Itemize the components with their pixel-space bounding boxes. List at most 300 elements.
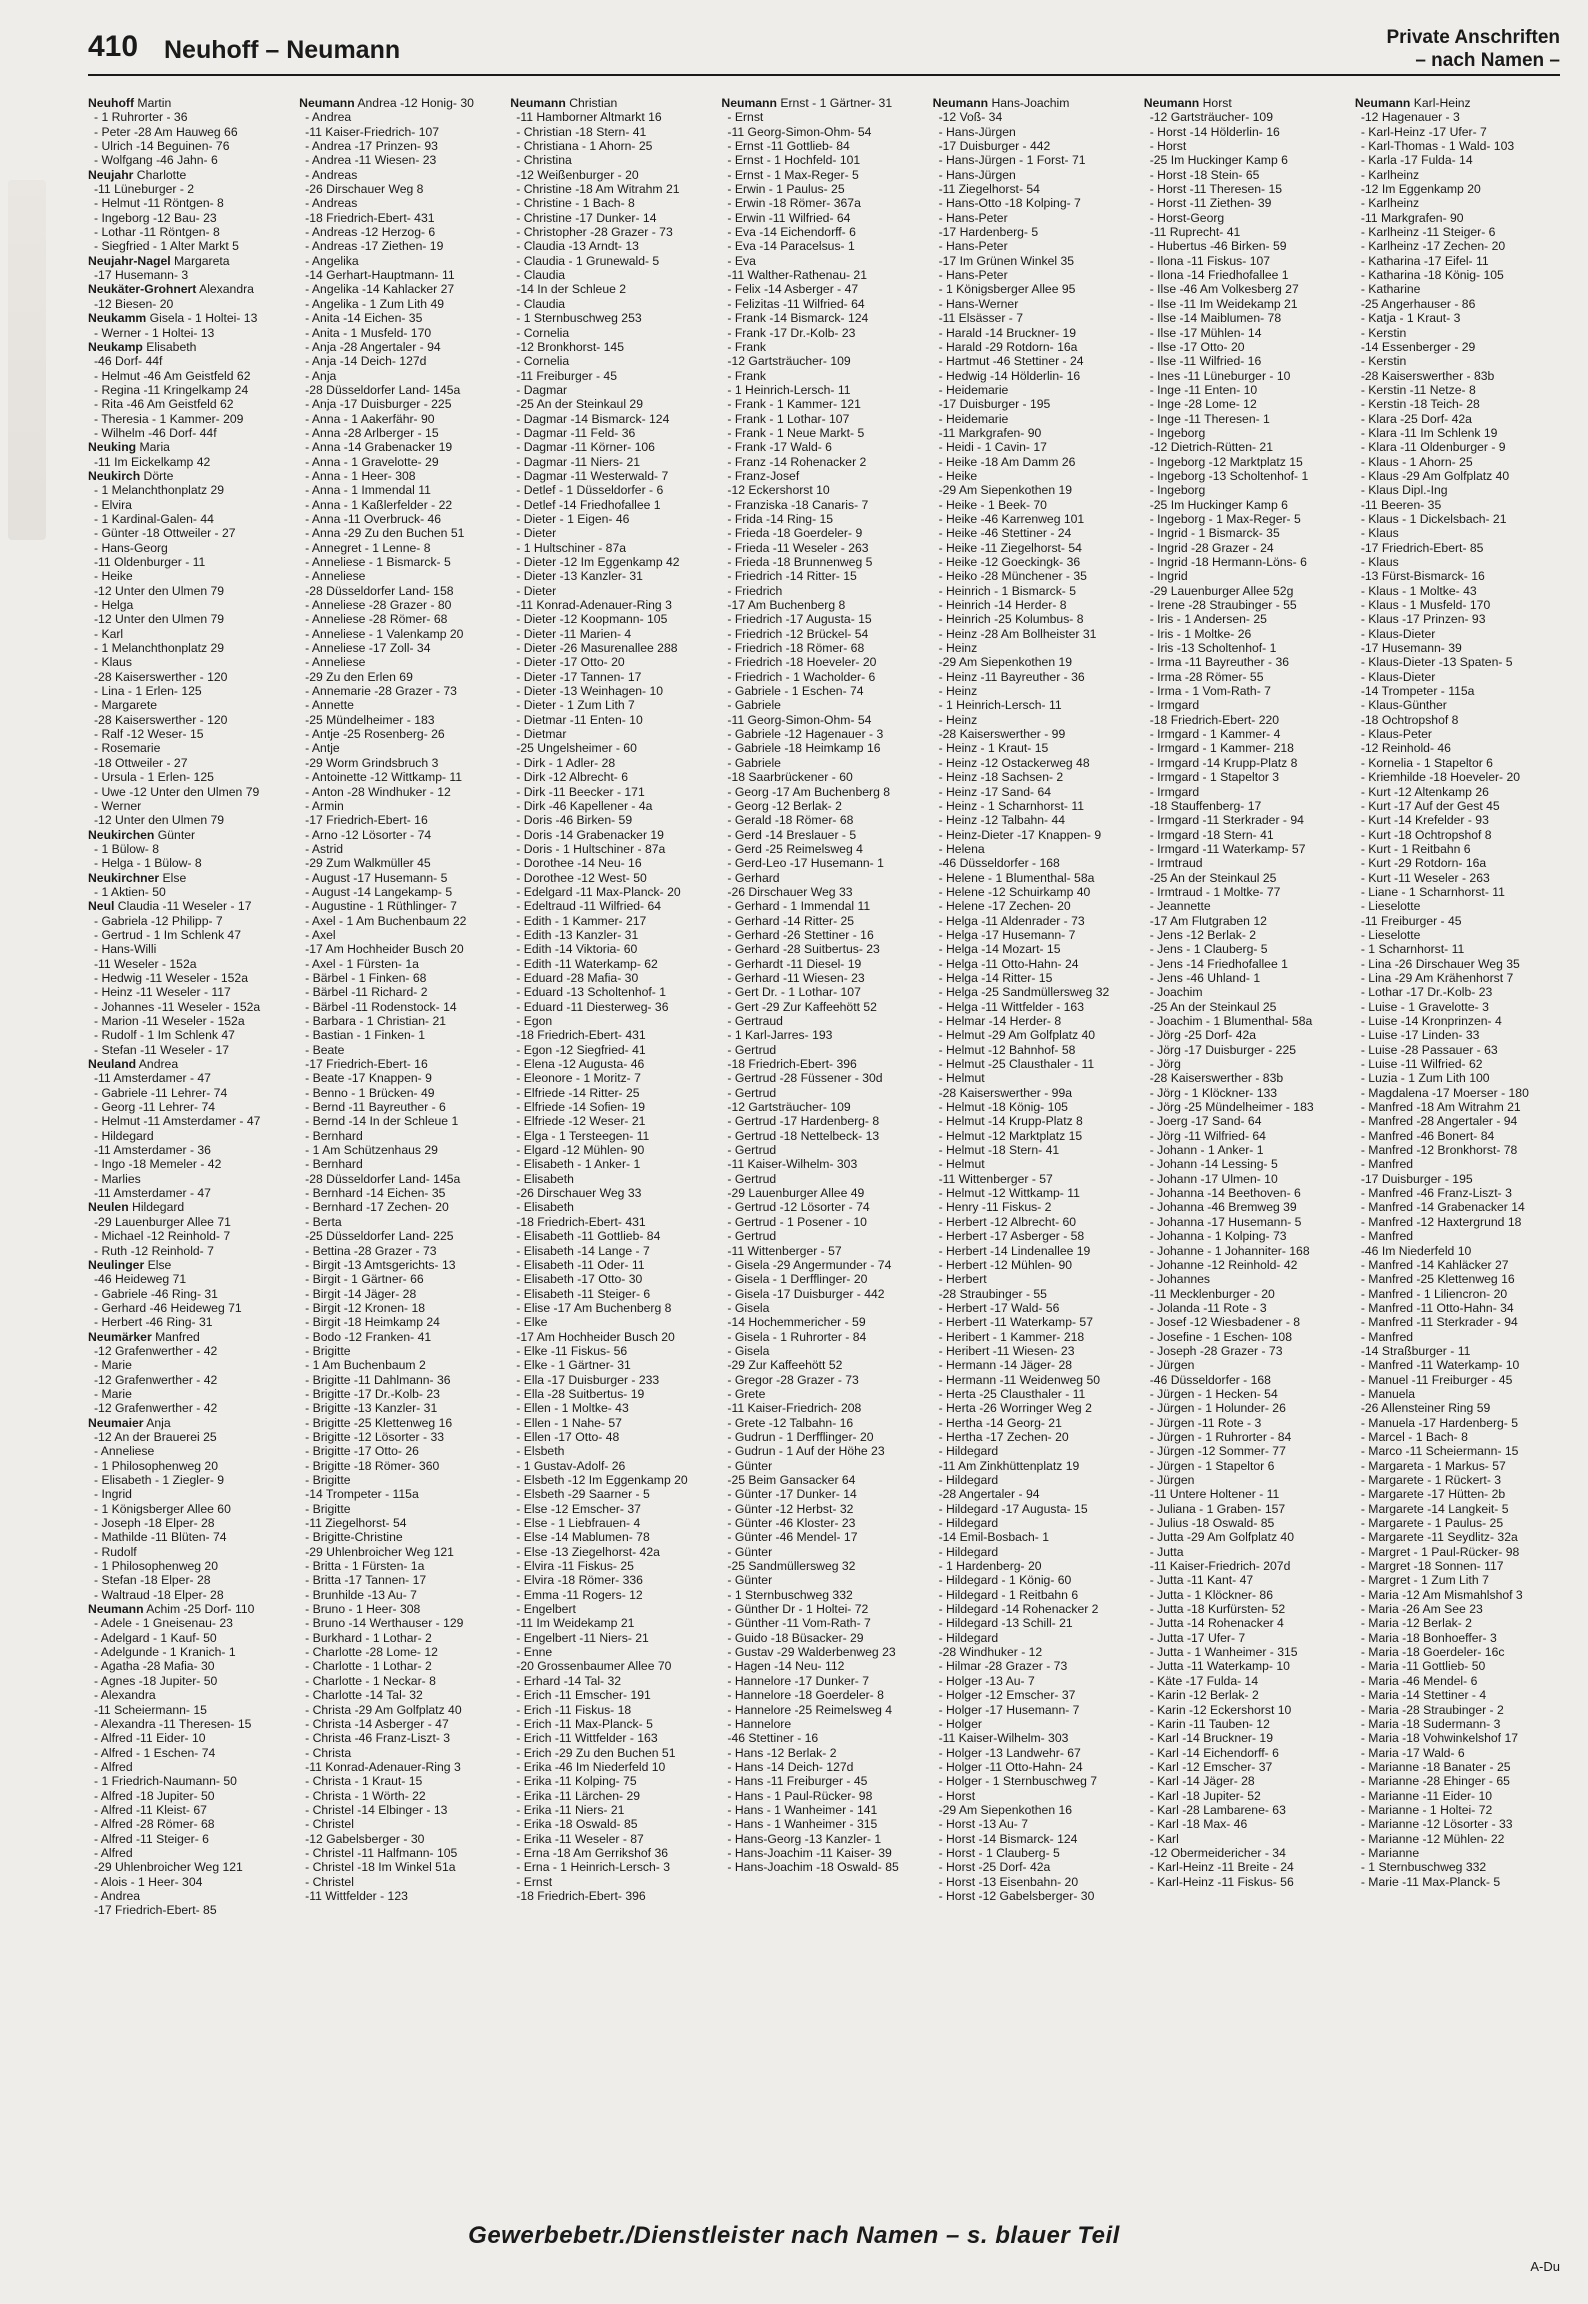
directory-entry: - Ingeborg <box>1149 425 1206 440</box>
directory-entry: - August -14 Langekamp- 5 <box>305 884 453 899</box>
directory-entry: -11 Amsterdamer - 36 <box>94 1143 211 1158</box>
directory-entry: - Maria -28 Straubinger - 2 <box>1360 1702 1504 1717</box>
directory-entry: - Kurt - 1 Reitbahn 6 <box>1360 841 1471 856</box>
directory-entry: - Karl -14 Eichendorff- 6 <box>1149 1745 1279 1760</box>
directory-entry: - Margarete - 1 Paulus- 25 <box>1360 1516 1504 1531</box>
directory-entry: -29 Lauenburger Allee 52g <box>1149 583 1294 598</box>
directory-entry: - Eleonore - 1 Moritz- 7 <box>516 1071 641 1086</box>
directory-entry: - Birgit -12 Kronen- 18 <box>305 1300 426 1315</box>
directory-entry: - Ingrid <box>94 1487 132 1502</box>
directory-entry: - Horst -12 Gabelsberger- 30 <box>938 1888 1095 1903</box>
directory-entry: - Frida -14 Ring- 15 <box>727 511 834 526</box>
directory-entry: - Gabriela -12 Philipp- 7 <box>94 913 223 928</box>
directory-entry: - Anton -28 Windhuker - 12 <box>305 784 451 799</box>
directory-entry: - Ellen - 1 Moltke- 43 <box>516 1401 629 1416</box>
directory-entry: -29 Uhlenbroicher Weg 121 <box>305 1544 454 1559</box>
directory-entry: - Maria -14 Stettiner - 4 <box>1360 1688 1487 1703</box>
directory-entry: - Klaus-Günther <box>1360 698 1447 713</box>
directory-entry: - Berta <box>305 1214 342 1229</box>
directory-entry: - Christa - 1 Kraut- 15 <box>305 1774 423 1789</box>
directory-entry: -26 Dirschauer Weg 33 <box>727 884 853 899</box>
directory-entry: - Lieselotte <box>1360 927 1421 942</box>
directory-entry: - Josefine - 1 Eschen- 108 <box>1149 1329 1292 1344</box>
directory-entry: - Luise -14 Kronprinzen- 4 <box>1360 1014 1502 1028</box>
directory-entry: -28 Kaiserswerther - 120 <box>94 669 228 684</box>
directory-entry: - Manfred -46 Bonert- 84 <box>1360 1128 1495 1143</box>
directory-entry: - Karlheinz -11 Steiger- 6 <box>1360 225 1496 240</box>
directory-entry: -12 Voß- 34 <box>938 110 1003 125</box>
directory-entry: - Ellen -17 Otto- 48 <box>516 1429 620 1444</box>
directory-entry: - Herta -25 Clausthaler - 11 <box>938 1386 1086 1401</box>
directory-entry: -28 Windhuker - 12 <box>938 1645 1043 1660</box>
directory-entry: - Gisela <box>727 1343 770 1358</box>
directory-entry: - Heinz -17 Sand- 64 <box>938 784 1052 799</box>
directory-column <box>88 96 293 2216</box>
directory-entry: - Dieter -11 Marien- 4 <box>516 626 632 641</box>
directory-entry: - Irene -28 Straubinger - 55 <box>1149 598 1297 613</box>
directory-entry: - Hildegard <box>938 1516 999 1531</box>
directory-entry: - Wolfgang -46 Jahn- 6 <box>94 153 218 168</box>
directory-entry: - Kurt -11 Weseler - 263 <box>1360 870 1490 885</box>
directory-entry: - Klaus - 1 Ahorn- 25 <box>1360 454 1473 469</box>
directory-entry: - Inge -11 Theresen- 1 <box>1149 411 1270 426</box>
directory-entry: - Frank - 1 Neue Markt- 5 <box>727 425 865 440</box>
directory-entry: - Ilse -14 Maiblumen- 78 <box>1149 311 1282 326</box>
directory-entry: - Helga - 1 Bülow- 8 <box>94 856 202 871</box>
directory-entry: - Dieter -13 Weinhagen- 10 <box>516 684 664 699</box>
directory-entry: - Karl -14 Bruckner- 19 <box>1149 1731 1273 1746</box>
directory-entry: - Jürgen <box>1149 1473 1195 1487</box>
directory-entry: - Cornelia <box>516 325 570 340</box>
directory-entry: - Ingo -18 Memeler - 42 <box>94 1157 222 1172</box>
directory-entry: - Marco -11 Scheiermann- 15 <box>1360 1444 1519 1459</box>
directory-entry: - 1 Gustav-Adolf- 26 <box>516 1458 626 1473</box>
directory-entry: - Johanne -12 Reinhold- 42 <box>1149 1257 1298 1272</box>
directory-entry: - Brigitte -25 Klettenweg 16 <box>305 1415 453 1430</box>
directory-entry: - Mathilde -11 Blüten- 74 <box>94 1530 227 1545</box>
directory-entry: - Anna -29 Zu den Buchen 51 <box>305 526 465 541</box>
directory-entry: - Ernst - 1 Max-Reger- 5 <box>727 167 859 182</box>
directory-entry: - Hans-Peter <box>938 268 1008 283</box>
directory-entry: - Gabriele -46 Ring- 31 <box>94 1286 218 1301</box>
directory-entry: - Iris -13 Scholtenhof- 1 <box>1149 641 1277 656</box>
directory-entry: - Heinz -18 Sachsen- 2 <box>938 770 1064 785</box>
directory-entry: - Gertrud <box>727 1085 777 1100</box>
directory-entry: - Erika -46 Im Niederfeld 10 <box>516 1759 666 1774</box>
footer-ref: A-Du <box>1530 2259 1560 2274</box>
directory-entry: - Henry -11 Fiskus- 2 <box>938 1200 1052 1215</box>
directory-entry: - Johanna -14 Beethoven- 6 <box>1149 1186 1301 1201</box>
directory-entry: - Margarete -14 Langkeit- 5 <box>1360 1501 1509 1516</box>
directory-entry: -28 Angertaler - 94 <box>938 1487 1040 1502</box>
directory-entry: - Elfriede -12 Weser- 21 <box>516 1114 646 1129</box>
directory-entry: - Burkhard - 1 Lothar- 2 <box>305 1630 432 1645</box>
directory-entry: - Augustine - 1 Rüthlinger- 7 <box>305 899 457 914</box>
directory-entry: -11 Georg-Simon-Ohm- 54 <box>727 124 872 139</box>
directory-entry: - Dieter -12 Im Eggenkamp 42 <box>516 555 680 569</box>
directory-entry: - Manuela -17 Hardenberg- 5 <box>1360 1415 1519 1430</box>
directory-entry: - Manfred <box>1360 1329 1413 1344</box>
directory-entry: - Heinz <box>938 712 978 727</box>
directory-entry: - Claudia <box>516 268 566 283</box>
directory-entry: - Heinz <box>938 641 978 656</box>
directory-entry: - Elsbeth -29 Saarner - 5 <box>516 1487 650 1502</box>
directory-entry: - Helmut -12 Marktplatz 15 <box>938 1128 1083 1143</box>
directory-entry: - Herbert -11 Waterkamp- 57 <box>938 1315 1093 1330</box>
directory-column <box>721 96 926 2216</box>
directory-entry: - Klara -25 Dorf- 42a <box>1360 411 1472 426</box>
directory-entry: - Charlotte - 1 Neckar- 8 <box>305 1673 436 1688</box>
directory-entry: - Elfriede -14 Ritter- 25 <box>516 1085 640 1100</box>
directory-entry: - Hans-Otto -18 Kolping- 7 <box>938 196 1081 211</box>
directory-entry: - Britta - 1 Fürsten- 1a <box>305 1559 425 1574</box>
directory-entry: - Gisela - 1 Ruhrorter - 84 <box>727 1329 867 1344</box>
directory-entry: - Johann -17 Ulmen- 10 <box>1149 1171 1278 1186</box>
directory-entry: - Horst -18 Stein- 65 <box>1149 167 1260 182</box>
directory-entry: - Margret - 1 Paul-Rücker- 98 <box>1360 1544 1520 1559</box>
directory-entry: - Käte -17 Fulda- 14 <box>1149 1673 1259 1688</box>
directory-entry: - Edith -14 Viktoria- 60 <box>516 942 638 957</box>
directory-entry: - Gerhard -26 Stettiner - 16 <box>727 927 874 942</box>
directory-entry: - Kerstin -18 Teich- 28 <box>1360 397 1480 412</box>
directory-entry: - Helga -11 Otto-Hahn- 24 <box>938 956 1079 971</box>
directory-entry: - Ernst <box>727 110 764 125</box>
directory-entry: -11 Mecklenburger - 20 <box>1149 1286 1275 1301</box>
directory-entry: - Elisabeth -11 Oder- 11 <box>516 1257 645 1272</box>
directory-entry: - Ellen - 1 Nahe- 57 <box>516 1415 622 1430</box>
directory-entry: - Andrea -11 Wiesen- 23 <box>305 153 437 168</box>
directory-entry: - Dagmar -11 Körner- 106 <box>516 440 655 455</box>
directory-entry: - Gerd -25 Reimelsweg 4 <box>727 841 863 856</box>
directory-entry: -17 Duisburger - 195 <box>938 397 1051 412</box>
directory-entry: - Herbert -17 Wald- 56 <box>938 1300 1060 1315</box>
directory-entry: - Hildegard -14 Rohenacker 2 <box>938 1602 1099 1617</box>
directory-entry: - Anneliese -17 Zoll- 34 <box>305 641 431 656</box>
directory-entry: - Regina -11 Kringelkamp 24 <box>94 382 249 397</box>
directory-entry: - Johanna -46 Bremweg 39 <box>1149 1200 1297 1215</box>
directory-entry: - Heinrich -25 Kolumbus- 8 <box>938 612 1084 627</box>
directory-entry: - Irma -11 Bayreuther - 36 <box>1149 655 1290 670</box>
directory-entry: -12 Biesen- 20 <box>94 296 174 311</box>
directory-entry: - 1 Hultschiner - 87a <box>516 540 627 555</box>
directory-entry: - Manfred -12 Bronkhorst- 78 <box>1360 1143 1518 1158</box>
directory-entry: -28 Kaiserswerther - 83b <box>1360 368 1495 383</box>
directory-entry: - Benno - 1 Brücken- 49 <box>305 1085 435 1100</box>
directory-entry: - Herbert -17 Asberger - 58 <box>938 1229 1085 1244</box>
directory-entry: - Maria -18 Goerdeler- 16c <box>1360 1645 1505 1660</box>
directory-entry: - Luise -17 Linden- 33 <box>1360 1028 1480 1043</box>
directory-entry: - Manfred -25 Klettenweg 16 <box>1360 1272 1515 1287</box>
directory-entry: -11 Beeren- 35 <box>1360 497 1442 512</box>
directory-entry: - Helga -14 Mozart- 15 <box>938 942 1061 957</box>
directory-entry: -25 Sandmüllersweg 32 <box>727 1559 856 1574</box>
directory-entry: - Christel -18 Im Winkel 51a <box>305 1860 456 1875</box>
directory-entry: -11 Untere Holtener - 11 <box>1149 1487 1280 1502</box>
directory-entry: - Holger -11 Otto-Hahn- 24 <box>938 1759 1083 1774</box>
directory-entry: - Dirk -46 Kapellener - 4a <box>516 798 653 813</box>
directory-entry: - Enne <box>516 1645 553 1660</box>
directory-entry: - Detlef - 1 Düsseldorfer - 6 <box>516 483 664 498</box>
directory-entry: - Gisela -17 Duisburger - 442 <box>727 1286 885 1301</box>
directory-entry: - Dieter -17 Otto- 20 <box>516 655 625 670</box>
directory-entry: -46 Stettiner - 16 <box>727 1731 819 1746</box>
directory-entry: - Irmgard <box>1149 784 1200 799</box>
directory-entry: - 1 Bülow- 8 <box>94 841 160 856</box>
directory-entry: - Andreas -17 Ziethen- 19 <box>305 239 444 254</box>
directory-entry: - Liane - 1 Scharnhorst- 11 <box>1360 884 1505 899</box>
directory-entry: - Claudia <box>516 296 566 311</box>
directory-entry: -11 Wittenberger - 57 <box>727 1243 842 1258</box>
directory-entry: - Jolanda -11 Rote - 3 <box>1149 1300 1267 1315</box>
directory-entry: - Dieter -26 Masurenallee 288 <box>516 641 678 656</box>
directory-entry: - Lothar -11 Röntgen- 8 <box>94 225 220 240</box>
directory-entry: - Edith - 1 Kammer- 217 <box>516 913 647 928</box>
directory-entry: -18 Friedrich-Ebert- 220 <box>1149 712 1280 727</box>
directory-entry: - Karlheinz <box>1360 196 1420 211</box>
directory-entry: Neumann Horst <box>1143 96 1232 110</box>
directory-entry: - Engelbert -11 Niers- 21 <box>516 1630 649 1645</box>
directory-entry: - Stefan -11 Weseler - 17 <box>94 1042 230 1057</box>
directory-entry: - Elisabeth <box>516 1171 574 1186</box>
directory-entry: - Heike -12 Goeckingk- 36 <box>938 555 1081 569</box>
directory-entry: - Heike -46 Stettiner - 24 <box>938 526 1072 541</box>
directory-entry: -25 Beim Gansacker 64 <box>727 1473 856 1487</box>
directory-entry: - Gertrud -17 Hardenberg- 8 <box>727 1114 880 1129</box>
directory-entry: - Erwin -18 Römer- 367a <box>727 196 861 211</box>
directory-entry: - Maria -12 Am Mismahlshof 3 <box>1360 1587 1523 1602</box>
directory-entry: - Bastian - 1 Finken- 1 <box>305 1028 426 1043</box>
directory-entry: - Helmut -29 Am Golfplatz 40 <box>938 1028 1096 1043</box>
directory-entry: - Armin <box>305 798 344 813</box>
directory-entry: - Rudolf - 1 Im Schlenk 47 <box>94 1028 235 1043</box>
directory-entry: - Jens - 1 Clauberg- 5 <box>1149 942 1268 957</box>
directory-entry: - Frank -14 Bismarck- 124 <box>727 311 869 326</box>
directory-entry: - Iris - 1 Andersen- 25 <box>1149 612 1267 627</box>
directory-entry: - Hannelore -17 Dunker- 7 <box>727 1673 870 1688</box>
directory-entry: - Klaus-Dieter <box>1360 626 1436 641</box>
directory-entry: -29 Lauenburger Allee 49 <box>727 1186 865 1201</box>
directory-entry: - Kerstin <box>1360 354 1407 369</box>
directory-entry: - Else -13 Ziegelhorst- 42a <box>516 1544 660 1559</box>
directory-entry: - Elga - 1 Tersteegen- 11 <box>516 1128 650 1143</box>
directory-entry: - Elke - 1 Gärtner- 31 <box>516 1358 631 1373</box>
directory-entry: - Gerhard - 1 Immendal 11 <box>727 899 871 914</box>
directory-entry: - 1 Philosophenweg 20 <box>94 1559 218 1574</box>
directory-entry: - Hans - 1 Wanheimer - 315 <box>727 1817 878 1832</box>
directory-entry: -12 Unter den Ulmen 79 <box>94 813 225 828</box>
directory-entry: - Irmtraud - 1 Moltke- 77 <box>1149 884 1281 899</box>
directory-entry: Neujahr-Nagel Margareta <box>88 253 230 268</box>
directory-entry: - Gerald -18 Römer- 68 <box>727 813 854 828</box>
directory-entry: Neumann Ernst - 1 Gärtner- 31 <box>721 96 893 110</box>
directory-entry: Neumärker Manfred <box>88 1329 200 1344</box>
directory-entry: - Manfred -11 Sterkrader - 94 <box>1360 1315 1518 1330</box>
directory-entry: -11 Amsterdamer - 47 <box>94 1186 211 1201</box>
directory-entry: - Beate <box>305 1042 345 1057</box>
directory-entry: - Gisela - 1 Derfflinger- 20 <box>727 1272 868 1287</box>
directory-entry: - Dieter <box>516 526 557 541</box>
directory-entry: -12 Grafenwerther - 42 <box>94 1343 218 1358</box>
directory-entry: - Charlotte -28 Lome- 12 <box>305 1645 438 1660</box>
directory-entry: -17 Husemann- 3 <box>94 268 189 283</box>
directory-entry: - Helmut <box>938 1071 985 1086</box>
directory-entry: - Heinz-Dieter -17 Knappen- 9 <box>938 827 1102 842</box>
directory-entry: -11 Amsterdamer - 47 <box>94 1071 211 1086</box>
directory-entry: - Dirk -11 Beecker - 171 <box>516 784 645 799</box>
directory-entry: - Brigitte <box>305 1501 351 1516</box>
directory-entry: - Peter -28 Am Hauweg 66 <box>94 124 238 139</box>
directory-entry: - Rita -46 Am Geistfeld 62 <box>94 397 234 412</box>
directory-entry: - Jutta -17 Ufer- 7 <box>1149 1630 1246 1645</box>
directory-entry: - Karl -18 Max- 46 <box>1149 1817 1248 1832</box>
directory-entry: -29 Zum Walkmüller 45 <box>305 856 431 871</box>
directory-entry: - Dietmar <box>516 727 567 742</box>
directory-entry: - Cornelia <box>516 354 570 369</box>
directory-entry: -17 Am Buchenberg 8 <box>727 598 846 613</box>
directory-entry: - Hildegard <box>94 1128 154 1143</box>
directory-entry: - Annette <box>305 698 354 713</box>
directory-entry: - Anita -14 Eichen- 35 <box>305 311 423 326</box>
directory-entry: - Elisabeth -14 Lange - 7 <box>516 1243 650 1258</box>
directory-entry: - Erich -29 Zu den Buchen 51 <box>516 1745 676 1760</box>
directory-entry: - Marion -11 Weseler - 152a <box>94 1014 245 1028</box>
directory-entry: - Friedrich -12 Brückel- 54 <box>727 626 869 641</box>
directory-entry: - Iris - 1 Moltke- 26 <box>1149 626 1252 641</box>
directory-entry: - Frank -17 Wald- 6 <box>727 440 832 455</box>
directory-entry: - Antje -25 Rosenberg- 26 <box>305 727 445 742</box>
directory-entry: - Waltraud -18 Elper- 28 <box>94 1587 224 1602</box>
directory-entry: - Helga -17 Husemann- 7 <box>938 927 1076 942</box>
directory-entry: - Gerhardt -11 Diesel- 19 <box>727 956 862 971</box>
directory-entry: - Irmgard -14 Krupp-Platz 8 <box>1149 755 1298 770</box>
directory-entry: -18 Stauffenberg- 17 <box>1149 798 1262 813</box>
directory-entry: -25 An der Steinkaul 29 <box>516 397 643 412</box>
directory-entry: - Hildegard - 1 Reitbahn 6 <box>938 1587 1079 1602</box>
directory-entry: - 1 Sternbuschweg 332 <box>727 1587 853 1602</box>
directory-entry: - Günther -11 Vom-Rath- 7 <box>727 1616 871 1631</box>
directory-entry: -12 Hagenauer - 3 <box>1360 110 1460 125</box>
directory-entry: - Ilse -11 Im Weidekamp 21 <box>1149 296 1298 311</box>
directory-entry: - Gerd -14 Breslauer - 5 <box>727 827 857 842</box>
directory-entry: -11 Ruprecht- 41 <box>1149 225 1241 240</box>
directory-entry: -18 Friedrich-Ebert- 396 <box>516 1888 646 1903</box>
directory-entry: - Christopher -28 Grazer - 73 <box>516 225 673 240</box>
directory-entry: -12 Eckershorst 10 <box>727 483 830 498</box>
directory-entry: - Josef -12 Wiesbadener - 8 <box>1149 1315 1301 1330</box>
directory-entry: - Gertrud <box>727 1229 777 1244</box>
directory-entry: - Ralf -12 Weser- 15 <box>94 727 204 742</box>
directory-entry: - Karl <box>1149 1831 1179 1846</box>
directory-entry: - Joseph -18 Elper- 28 <box>94 1516 215 1531</box>
directory-entry: - Elvira -18 Römer- 336 <box>516 1573 643 1588</box>
directory-entry: - Maria -12 Berlak- 2 <box>1360 1616 1472 1631</box>
directory-entry: - Erwin -11 Wilfried- 64 <box>727 210 851 225</box>
directory-entry: - Manfred -18 Am Witrahm 21 <box>1360 1100 1521 1115</box>
directory-entry: - Joseph -28 Grazer - 73 <box>1149 1343 1283 1358</box>
directory-entry: - 1 Heinrich-Lersch- 11 <box>938 698 1062 713</box>
directory-entry: - Helmut -12 Wittkamp- 11 <box>938 1186 1080 1201</box>
directory-entry: - Helmut -12 Bahnhof- 58 <box>938 1042 1076 1057</box>
directory-entry: -18 Friedrich-Ebert- 396 <box>727 1057 857 1072</box>
directory-entry: - Horst <box>1149 139 1187 154</box>
directory-entry: - Uwe -12 Unter den Ulmen 79 <box>94 784 260 799</box>
directory-entry: - Inge -28 Lome- 12 <box>1149 397 1257 412</box>
directory-entry: - Erika -11 Niers- 21 <box>516 1802 625 1817</box>
directory-entry: - Herbert -46 Ring- 31 <box>94 1315 213 1330</box>
directory-entry: - Dieter -13 Kanzler- 31 <box>516 569 643 584</box>
directory-entry: - Gertrud <box>727 1042 777 1057</box>
directory-entry: - Klaus <box>1360 526 1399 541</box>
directory-entry: -14 Straßburger - 11 <box>1360 1343 1471 1358</box>
directory-entry: - Günter -18 Ottweiler - 27 <box>94 526 236 541</box>
directory-entry: - Hans-Jürgen - 1 Forst- 71 <box>938 153 1086 168</box>
directory-entry: -28 Kaiserswerther - 99a <box>938 1085 1073 1100</box>
directory-entry: - Heinz - 1 Kraut- 15 <box>938 741 1049 756</box>
directory-entry: - Christa -46 Franz-Liszt- 3 <box>305 1731 451 1746</box>
directory-entry: - Kerstin <box>1360 325 1407 340</box>
directory-entry: - Bernhard <box>305 1128 363 1143</box>
directory-entry: -11 Weseler - 152a <box>94 956 197 971</box>
directory-entry: - Franz -14 Rohenacker 2 <box>727 454 867 469</box>
directory-entry: - Günter <box>727 1544 773 1559</box>
directory-entry: - Kornelia - 1 Stapeltor 6 <box>1360 755 1493 770</box>
directory-entry: -11 Oldenburger - 11 <box>94 555 206 569</box>
directory-entry: - Heidemarie <box>938 411 1009 426</box>
directory-entry: - Elise -17 Am Buchenberg 8 <box>516 1300 672 1315</box>
directory-entry: -11 Kaiser-Friedrich- 107 <box>305 124 440 139</box>
directory-entry: - Emma -11 Rogers- 12 <box>516 1587 643 1602</box>
directory-entry: - Katharina -18 König- 105 <box>1360 268 1504 283</box>
directory-entry: - Irma -28 Römer- 55 <box>1149 669 1264 684</box>
directory-entry: - Marie -11 Max-Planck- 5 <box>1360 1874 1501 1889</box>
directory-entry: - Felizitas -11 Wilfried- 64 <box>727 296 865 311</box>
directory-entry: - Helmut -14 Krupp-Platz 8 <box>938 1114 1083 1129</box>
directory-entry: - Gerhard -46 Heideweg 71 <box>94 1300 242 1315</box>
directory-entry: - Ingrid <box>1149 569 1188 584</box>
directory-entry: - Felix -14 Asberger - 47 <box>727 282 859 297</box>
directory-entry: - Manfred -46 Franz-Liszt- 3 <box>1360 1186 1512 1201</box>
directory-entry: - Günter <box>727 1573 773 1588</box>
directory-entry: - Elfriede -14 Sofien- 19 <box>516 1100 645 1115</box>
directory-entry: - Jens -14 Friedhofallee 1 <box>1149 956 1288 971</box>
directory-entry: - Irmgard -18 Stern- 41 <box>1149 827 1274 842</box>
directory-entry: -14 Essenberger - 29 <box>1360 339 1476 354</box>
directory-entry: - Alfred -11 Steiger- 6 <box>94 1831 209 1846</box>
directory-entry: - Johann - 1 Anker- 1 <box>1149 1143 1264 1158</box>
directory-entry: - Ilona -11 Fiskus- 107 <box>1149 253 1271 268</box>
directory-entry: - 1 Friedrich-Naumann- 50 <box>94 1774 237 1789</box>
directory-entry: - Klaus-Peter <box>1360 727 1432 742</box>
directory-entry: - Maria -18 Vohwinkelshof 17 <box>1360 1731 1519 1746</box>
directory-entry: - Christel -14 Elbinger - 13 <box>305 1802 448 1817</box>
directory-entry: - Christa - 1 Wörth- 22 <box>305 1788 426 1803</box>
directory-entry: - Gertrud - 1 Posener - 10 <box>727 1214 867 1229</box>
directory-entry: - Gabriele <box>727 698 781 713</box>
directory-entry: - Manfred - 1 Liliencron- 20 <box>1360 1286 1508 1301</box>
directory-entry: -11 Scheiermann- 15 <box>94 1702 207 1717</box>
directory-entry: - 1 Ruhrorter - 36 <box>94 110 188 125</box>
directory-columns <box>88 96 1560 2216</box>
directory-entry: - Klaus-Dieter -13 Spaten- 5 <box>1360 655 1513 670</box>
directory-entry: - Lina -29 Am Krähenhorst 7 <box>1360 970 1514 985</box>
directory-entry: - 1 Kardinal-Galen- 44 <box>94 511 214 526</box>
directory-entry: - Hans-Joachim -18 Oswald- 85 <box>727 1860 899 1875</box>
directory-entry: - Frieda -11 Weseler - 263 <box>727 540 869 555</box>
directory-entry: - Bärbel -11 Rodenstock- 14 <box>305 999 457 1014</box>
directory-entry: - Heiko -28 Münchener - 35 <box>938 569 1087 584</box>
directory-entry: - Erika -11 Kolping- 75 <box>516 1774 637 1789</box>
directory-entry: - Günter <box>727 1458 773 1473</box>
